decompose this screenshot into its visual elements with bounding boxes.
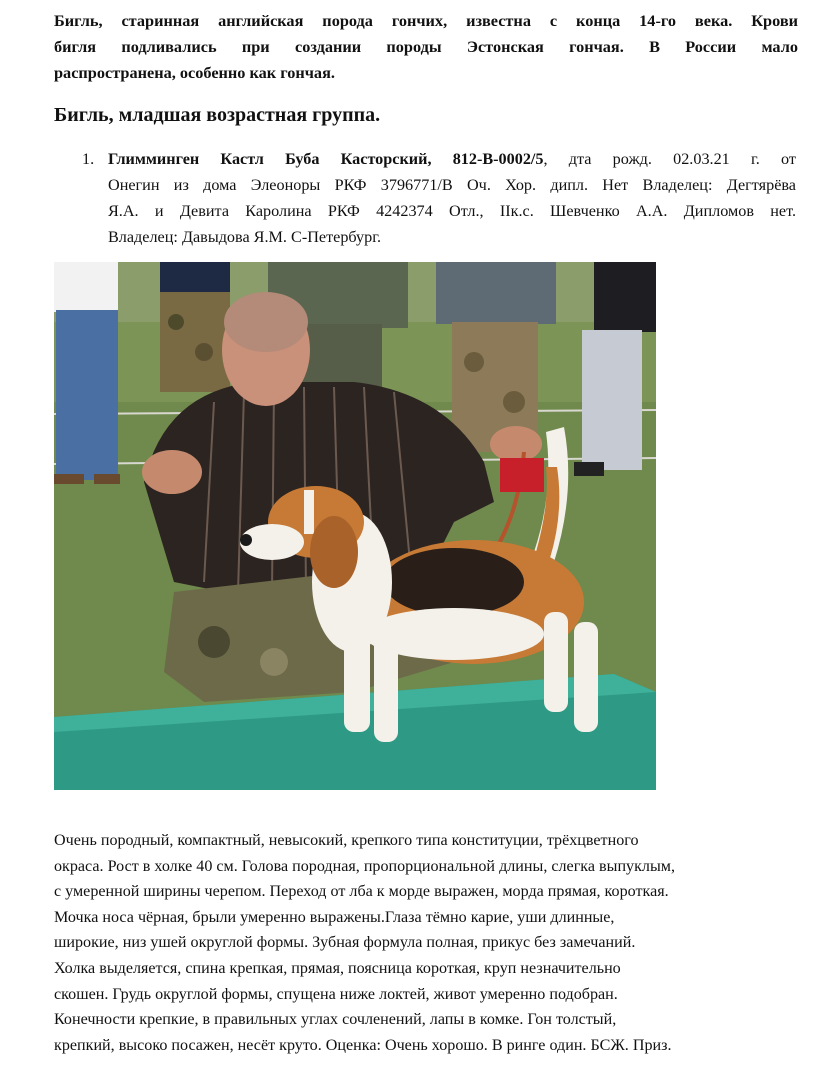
- photo-illustration: [54, 262, 656, 790]
- description-line: Холка выделяется, спина крепкая, прямая, поясница короткая, круп незначительно: [54, 959, 621, 977]
- description-line: крепкий, высоко посажен, несёт круто. Оценка: Очень хорошо. В ринге один. БСЖ. Приз.: [54, 1036, 672, 1054]
- entry-dog-name: Глимминген Кастл Буба Касторский, 812-B-0002/5: [108, 150, 544, 168]
- description-line: Очень породный, компактный, невысокий, крепкого типа конституции, трёхцветного: [54, 832, 639, 849]
- description-line: Мочка носа чёрная, брыли умеренно выражены.Глаза тёмно карие, уши длинные,: [54, 908, 615, 926]
- description-line: Конечности крепкие, в правильных углах сочленений, лапы в комке. Гон толстый,: [54, 1011, 617, 1029]
- description-paragraph: [54, 828, 798, 1058]
- spectator-left: [54, 262, 120, 484]
- entry-line-1: [82, 146, 796, 172]
- entry-owner: Владелец: Давыдова Я.М. С-Петербург.: [108, 228, 382, 246]
- description-line: с умеренной ширины черепом. Переход от лба к морде выражен, морда прямая, короткая.: [54, 883, 669, 901]
- section-heading: Бигль, младшая возрастная группа.: [54, 104, 381, 126]
- intro-line: бигля подливались при создании породы Эстонская гончая. В России мало: [54, 37, 798, 56]
- spectator-camo: [160, 262, 230, 392]
- entry-parents-cont: Я.А. и Девита Каролина РКФ 4242374 Отл., IIк.с. Шевченко А.А. Дипломов нет.: [108, 202, 796, 220]
- entry-number: 1.: [82, 150, 95, 168]
- entry-birth: , дта рожд. 02.03.21 г. от: [543, 150, 796, 168]
- intro-line: Бигль, старинная английская порода гончих, известна с конца 14-го века. Крови: [54, 11, 798, 30]
- dog-show-photo: [54, 262, 656, 790]
- intro-paragraph: [54, 8, 798, 86]
- intro-line: распространена, особенно как гончая.: [54, 63, 335, 82]
- entry-parents: Онегин из дома Элеоноры РКФ 3796771/В Оч. Хор. дипл. Нет Владелец: Дегтярёва: [108, 176, 796, 194]
- description-line: скошен. Грудь округлой формы, спущена ниже локтей, живот умеренно подобран.: [54, 985, 618, 1003]
- description-line: широкие, низ ушей округлой формы. Зубная формула полная, прикус без замечаний.: [54, 934, 636, 952]
- description-line: окраса. Рост в холке 40 см. Голова породная, пропорциональной длины, слегка выпуклым,: [54, 857, 675, 875]
- spectator-grey: [436, 262, 556, 452]
- entry-item: [82, 146, 796, 250]
- number-card: [500, 458, 544, 492]
